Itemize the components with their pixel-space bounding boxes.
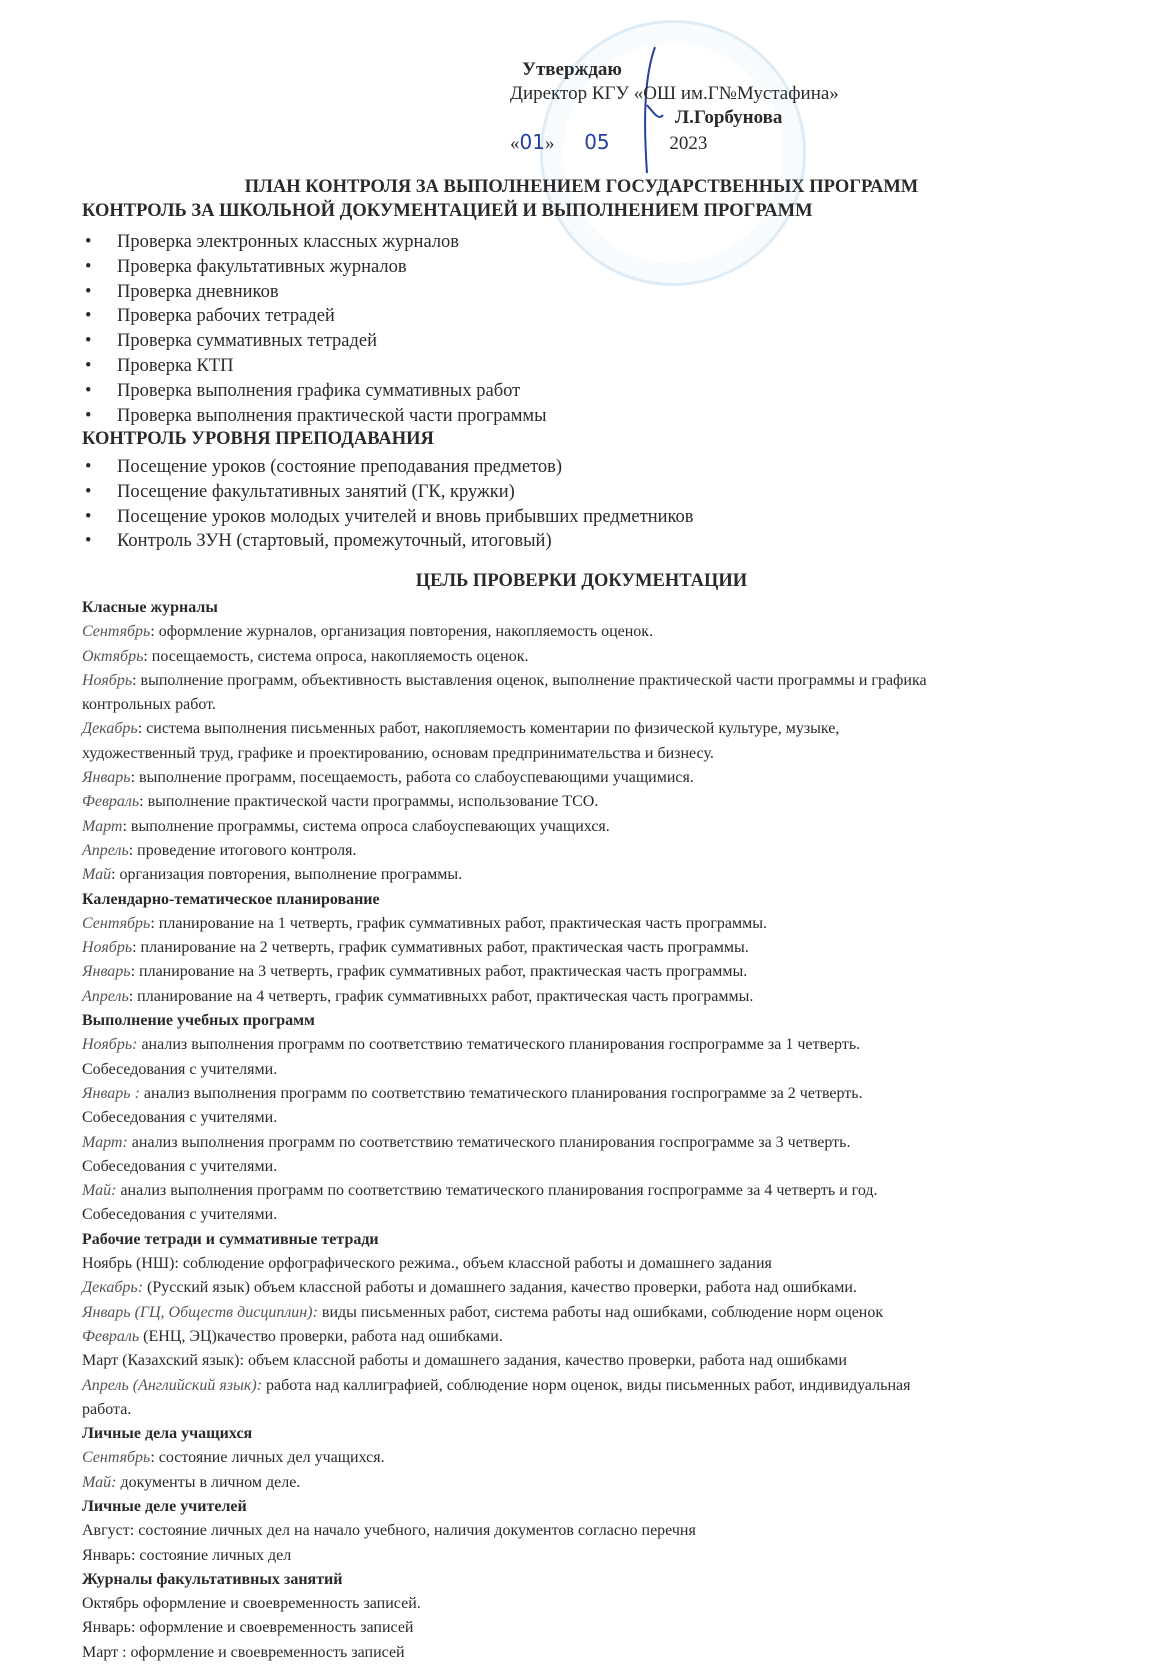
- goal-month: Ноябрь:: [82, 1036, 138, 1054]
- goal-text: документы в личном деле.: [116, 1473, 301, 1491]
- goal-text: Собеседования с учителями.: [82, 1109, 278, 1127]
- goal-heading: Рабочие тетради и суммативные тетради: [82, 1230, 379, 1248]
- goal-line: [82, 1446, 1092, 1470]
- goal-text: : планирование на 4 четверть, график суммативныхх работ, практическая часть программы.: [128, 987, 754, 1005]
- goal-line: [82, 1544, 1092, 1568]
- goal-text: : выполнение программ, посещаемость, работа со слабоуспевающими учащимися.: [130, 769, 694, 787]
- goal-text: контрольных работ.: [82, 696, 216, 714]
- goal-line: [82, 1058, 1092, 1082]
- list-item: • Посещение уроков (состояние преподавания предметов): [82, 455, 694, 480]
- section-teaching-heading: КОНТРОЛЬ УРОВНЯ ПРЕПОДАВАНИЯ: [82, 429, 434, 449]
- goal-month: Февраль: [82, 793, 140, 811]
- goal-heading: Календарно-тематическое планирование: [82, 890, 380, 908]
- goal-line: [82, 645, 1092, 669]
- list-item: • Проверка рабочих тетрадей: [82, 304, 547, 329]
- goal-text: анализ выполнения программ по соответствию тематического планирования госпрограмме за 2 четверть.: [139, 1084, 863, 1102]
- goal-text: : выполнение программ, объективность выставления оценок, выполнение практической части программы и графика: [132, 671, 927, 689]
- goal-heading: Журналы факультативных занятий: [82, 1570, 343, 1588]
- goal-text: : планирование на 3 четверть, график суммативных работ, практическая часть программы.: [130, 963, 748, 981]
- goal-text: : посещаемость, система опроса, накопляемость оценок.: [143, 647, 529, 665]
- goal-heading: Выполнение учебных программ: [82, 1012, 315, 1030]
- goal-line: [82, 1155, 1092, 1179]
- goal-month: Декабрь: [82, 720, 138, 738]
- goal-line: [82, 1252, 1092, 1276]
- goal-text: Март (Казахский язык): объем классной работы и домашнего задания, качество проверки, работа над ошибками: [82, 1352, 847, 1370]
- goal-text: работа.: [82, 1400, 132, 1418]
- goal-text: : состояние личных дел учащихся.: [150, 1449, 385, 1467]
- goal-line: [82, 936, 1092, 960]
- goal-line: [82, 742, 1092, 766]
- goal-line: [82, 839, 1092, 863]
- goal-text: (Русский язык) объем классной работы и домашнего задания, качество проверки, работа над ошибками.: [143, 1279, 857, 1297]
- date-day: 01: [519, 130, 545, 154]
- goal-text: : планирование на 1 четверть, график суммативных работ, практическая часть программы.: [150, 914, 767, 932]
- goal-text: Январь: оформление и своевременность записей: [82, 1619, 414, 1637]
- list-item: • Проверка электронных классных журналов: [82, 230, 547, 255]
- goal-month: Сентябрь: [82, 1449, 151, 1467]
- list-item: • Посещение уроков молодых учителей и вновь прибывших предметников: [82, 505, 694, 530]
- teaching-control-list: [82, 455, 694, 554]
- goal-text: работа над каллиграфией, соблюдение норм оценок, виды письменных работ, индивидуальная: [262, 1376, 911, 1394]
- goal-line: [82, 1349, 1092, 1373]
- goal-line: [82, 669, 1092, 693]
- goal-month: Ноябрь: [82, 671, 133, 689]
- goal-line: [82, 1179, 1092, 1203]
- goals-list: [82, 596, 1092, 1665]
- goal-text: : оформление журналов, организация повторения, накопляемость оценок.: [150, 623, 654, 641]
- goal-text: Собеседования с учителями.: [82, 1060, 278, 1078]
- goal-text: : проведение итогового контроля.: [128, 841, 357, 859]
- goal-month: Апрель (Английский язык):: [82, 1376, 263, 1394]
- goal-line: [82, 1592, 1092, 1616]
- goal-line: [82, 1131, 1092, 1155]
- goal-text: Ноябрь (НШ): соблюдение орфографического режима., объем классной работы и домашнего задания: [82, 1255, 772, 1273]
- director-position: Директор КГУ «ОШ им.Г№Мустафина»: [510, 83, 839, 104]
- goals-title: ЦЕЛЬ ПРОВЕРКИ ДОКУМЕНТАЦИИ: [415, 571, 748, 591]
- goal-text: анализ выполнения программ по соответствию тематического планирования госпрограмме за 4 четверть и год.: [116, 1182, 878, 1200]
- goal-line: [82, 693, 1092, 717]
- goal-month: Апрель: [82, 841, 129, 859]
- list-item: • Проверка суммативных тетрадей: [82, 329, 547, 354]
- goal-line: [82, 960, 1092, 984]
- director-name: Л.Горбунова: [675, 107, 783, 128]
- goal-month: Январь :: [82, 1084, 140, 1102]
- goal-text: (ЕНЦ, ЭЦ)качество проверки, работа над ошибками.: [139, 1327, 503, 1345]
- goal-text: Собеседования с учителями.: [82, 1206, 278, 1224]
- goal-line: [82, 790, 1092, 814]
- goal-month: Май:: [82, 1473, 117, 1491]
- goal-month: Май:: [82, 1182, 117, 1200]
- goal-text: виды письменных работ, система работы над ошибками, соблюдение норм оценок: [317, 1303, 884, 1321]
- approve-label: Утверждаю: [522, 59, 622, 80]
- goal-line: [82, 1082, 1092, 1106]
- goal-month: Октябрь: [82, 647, 144, 665]
- goal-text: анализ выполнения программ по соответствию тематического планирования госпрограмме за 3 четверть.: [127, 1133, 851, 1151]
- date-quote: «: [510, 133, 520, 154]
- approval-block: [510, 58, 839, 156]
- goal-line: [82, 766, 1092, 790]
- goal-text: анализ выполнения программ по соответствию тематического планирования госпрограмме за 1 четверть.: [137, 1036, 861, 1054]
- goal-line: [82, 1325, 1092, 1349]
- goal-text: : планирование на 2 четверть, график суммативных работ, практическая часть программы.: [132, 939, 749, 957]
- list-item: • Посещение факультативных занятий (ГК, кружки): [82, 480, 694, 505]
- goal-line: [82, 1033, 1092, 1057]
- goal-text: : выполнение практической части программы, использование ТСО.: [139, 793, 599, 811]
- goal-text: Октябрь оформление и своевременность записей.: [82, 1595, 421, 1613]
- goal-line: [82, 912, 1092, 936]
- goal-text: : система выполнения письменных работ, накопляемость коментарии по физической культуре, музыке,: [137, 720, 840, 738]
- goal-line: [82, 985, 1092, 1009]
- goal-heading: Личные дела учащихся: [82, 1425, 253, 1443]
- section-doc-heading: КОНТРОЛЬ ЗА ШКОЛЬНОЙ ДОКУМЕНТАЦИЕЙ И ВЫПОЛНЕНИЕМ ПРОГРАММ: [82, 201, 813, 221]
- plan-title: ПЛАН КОНТРОЛЯ ЗА ВЫПОЛНЕНИЕМ ГОСУДАРСТВЕННЫХ ПРОГРАММ: [244, 177, 919, 197]
- goal-month: Сентябрь: [82, 623, 151, 641]
- goal-month: Январь (ГЦ, Обществ дисциплин):: [82, 1303, 318, 1321]
- goal-line: [82, 1374, 1092, 1398]
- list-item: • Контроль ЗУН (стартовый, промежуточный, итоговый): [82, 529, 694, 554]
- date-year: 2023: [669, 133, 708, 154]
- goal-month: Декабрь:: [82, 1279, 144, 1297]
- goal-month: Февраль: [82, 1327, 140, 1345]
- goal-month: Январь: [82, 963, 131, 981]
- goal-heading: Личные деле учителей: [82, 1497, 247, 1515]
- goal-line: [82, 1106, 1092, 1130]
- goal-line: [82, 1519, 1092, 1543]
- goal-month: Март: [82, 817, 123, 835]
- goal-text: Январь: состояние личных дел: [82, 1546, 292, 1564]
- approval-date: [510, 130, 839, 156]
- goal-heading: Класные журналы: [82, 599, 218, 616]
- goal-line: [82, 863, 1092, 887]
- goal-month: Январь: [82, 769, 131, 787]
- doc-control-list: [82, 230, 547, 428]
- goal-line: [82, 620, 1092, 644]
- goal-month: Сентябрь: [82, 914, 151, 932]
- goal-text: : организация повторения, выполнение программы.: [111, 866, 463, 884]
- date-month: 05: [584, 130, 610, 154]
- goal-line: [82, 1641, 1092, 1665]
- list-item: • Проверка дневников: [82, 280, 547, 305]
- goal-text: художественный труд, графике и проектированию, основам предпринимательства и бизнесу.: [82, 744, 714, 762]
- goal-line: [82, 1276, 1092, 1300]
- goal-month: Ноябрь: [82, 939, 133, 957]
- goal-line: [82, 1301, 1092, 1325]
- goal-line: [82, 1203, 1092, 1227]
- goal-month: Март:: [82, 1133, 128, 1151]
- goal-text: Собеседования с учителями.: [82, 1157, 278, 1175]
- goal-text: Март : оформление и своевременность записей: [82, 1643, 405, 1661]
- list-item: • Проверка выполнения графика суммативных работ: [82, 379, 547, 404]
- goal-line: [82, 1398, 1092, 1422]
- goal-month: Апрель: [82, 987, 129, 1005]
- list-item: • Проверка факультативных журналов: [82, 255, 547, 280]
- goal-text: Август: состояние личных дел на начало учебного, наличия документов согласно перечня: [82, 1522, 696, 1540]
- goal-line: [82, 717, 1092, 741]
- date-quote: »: [544, 133, 555, 154]
- goal-month: Май: [82, 866, 112, 884]
- list-item: • Проверка КТП: [82, 354, 547, 379]
- goal-line: [82, 1471, 1092, 1495]
- list-item: • Проверка выполнения практической части программы: [82, 404, 547, 429]
- goal-line: [82, 1616, 1092, 1640]
- goal-line: [82, 815, 1092, 839]
- goal-text: : выполнение программы, система опроса слабоуспевающих учащихся.: [122, 817, 610, 835]
